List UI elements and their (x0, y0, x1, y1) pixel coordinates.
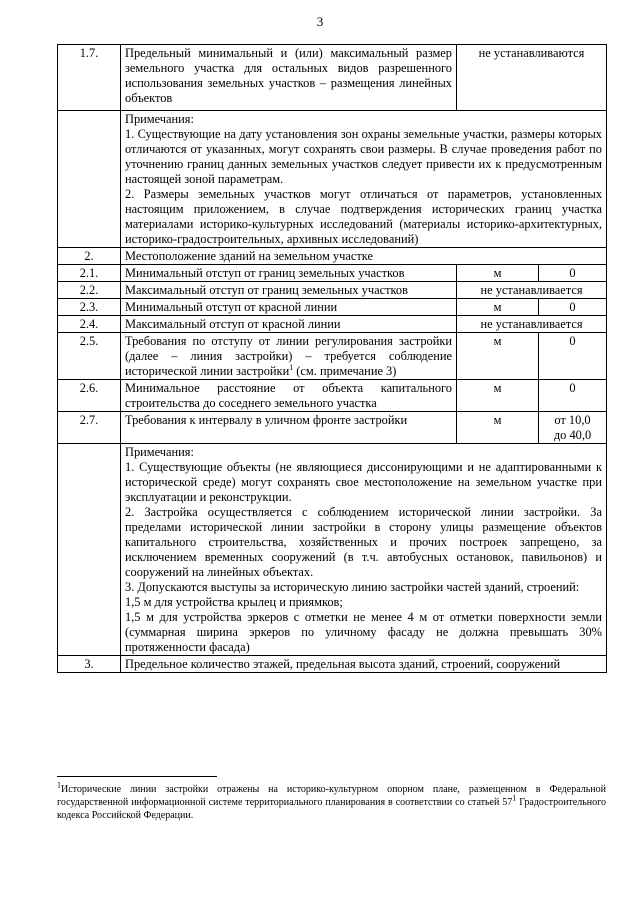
row-value: 0 (539, 333, 607, 380)
regulations-table (57, 44, 607, 673)
row-value: 0 (539, 299, 607, 316)
footnote-text: Исторические линии застройки отражены на историко-культурном опорном плане, размещенном в Федеральной государственной информационной системе территориального планирования в соответствии со статьей 57 (57, 784, 606, 808)
footnote-mark: 1 (57, 780, 61, 790)
footnote-divider (57, 776, 217, 777)
note-paragraph: 2. Размеры земельных участков могут отличаться от параметров, установленных настоящим приложением, в случае подтверждения исторических границ участка материалами историко-культурных исследований (материалы историко-архитектурных, историко-градостроительных, архивных исследований) (125, 187, 603, 246)
value-line: от 10,0 (554, 413, 591, 427)
note-paragraph: 1,5 м для устройства эркеров с отметки не менее 4 м от отметки поверхности земли (суммарная ширина эркеров по уличному фасаду не должна превышать 30% протяженности фасада) (125, 610, 603, 654)
row-text: Местоположение зданий на земельном участке (121, 248, 607, 265)
row-value: 0 (539, 380, 607, 412)
note-paragraph: 1. Существующие объекты (не являющиеся диссонирующими и не адаптированными к исторической среде) могут сохранять свое местоположение на земельном участке при эксплуатации и реконструкции. (125, 460, 603, 504)
table-row (58, 412, 607, 444)
row-unit: м (457, 412, 539, 444)
note-paragraph: 2. Застройка осуществляется с соблюдением исторической линии застройки. За пределами исторической линии застройки в сторону улицы размещение объектов капитального строительства, хозяйственных и прочих построек запрещено, за исключением временных сооружений (в т.ч. автобусных остановок, павильонов) и сооружений на линейных объектах. (125, 505, 603, 579)
row-text: Минимальный отступ от границ земельных участков (121, 265, 457, 282)
row-text: Минимальный отступ от красной линии (121, 299, 457, 316)
row-text-part: Требования по отступу от линии регулирования застройки (далее – линия застройки) – требуется соблюдение исторической линии застройки (125, 334, 452, 378)
row-number: 3. (58, 656, 121, 673)
row-unit: м (457, 265, 539, 282)
table-row-notes (58, 111, 607, 248)
table-row (58, 248, 607, 265)
row-number: 2.1. (58, 265, 121, 282)
footnote (57, 780, 607, 822)
notes-cell (121, 444, 607, 656)
page-number: 3 (316, 14, 324, 29)
table-row (58, 380, 607, 412)
table-row (58, 282, 607, 299)
note-paragraph: 3. Допускаются выступы за историческую линию застройки частей зданий, строений: (125, 580, 580, 594)
row-number: 2.3. (58, 299, 121, 316)
table-row (58, 333, 607, 380)
row-text: Максимальный отступ от красной линии (121, 316, 457, 333)
row-text: Требования к интервалу в уличном фронте застройки (121, 412, 457, 444)
row-unit: м (457, 380, 539, 412)
note-paragraph: 1,5 м для устройства крылец и приямков; (125, 595, 343, 609)
row-text: Предельный минимальный и (или) максимальный размер земельного участка для остальных видов разрешенного использования земельных участков – размещения линейных объектов (121, 45, 457, 111)
row-number: 1.7. (58, 45, 121, 111)
row-number: 2.6. (58, 380, 121, 412)
footnote-text: Градостроительного кодекса Российской Федерации. (57, 797, 607, 821)
footnote-ref: 1 (289, 362, 294, 372)
row-text: Минимальное расстояние от объекта капитального строительства до соседнего земельного участка (121, 380, 457, 412)
table-row (58, 265, 607, 282)
table-row-notes (58, 444, 607, 656)
notes-cell (121, 111, 607, 248)
row-number: 2.4. (58, 316, 121, 333)
row-text: Предельное количество этажей, предельная высота зданий, строений, сооружений (121, 656, 607, 673)
row-text: Максимальный отступ от границ земельных участков (121, 282, 457, 299)
table-row (58, 45, 607, 111)
table-row (58, 316, 607, 333)
row-text-part: (см. примечание 3) (293, 364, 397, 378)
row-value: 0 (539, 265, 607, 282)
row-number: 2.2. (58, 282, 121, 299)
row-text (121, 333, 457, 380)
note-paragraph: 1. Существующие на дату установления зон охраны земельные участки, размеры которых отличаются от указанных, могут сохранять свои размеры. В случае проведения работ по уточнению границ данных земельных участков следует привести их к предусмотренным настоящей зоной параметрам. (125, 127, 603, 186)
row-unit: м (457, 333, 539, 380)
row-number: 2. (58, 248, 121, 265)
table-row (58, 656, 607, 673)
row-value (539, 412, 607, 444)
notes-title: Примечания: (125, 112, 194, 126)
row-number: 2.7. (58, 412, 121, 444)
value-line: до 40,0 (553, 428, 592, 442)
row-number: 2.5. (58, 333, 121, 380)
row-value: не устанавливается (457, 282, 607, 299)
row-value: не устанавливается (457, 316, 607, 333)
notes-title: Примечания: (125, 445, 194, 459)
row-unit: м (457, 299, 539, 316)
row-value: не устанавливаются (457, 45, 607, 111)
table-row (58, 299, 607, 316)
footnote-article-sup: 1 (512, 793, 517, 803)
